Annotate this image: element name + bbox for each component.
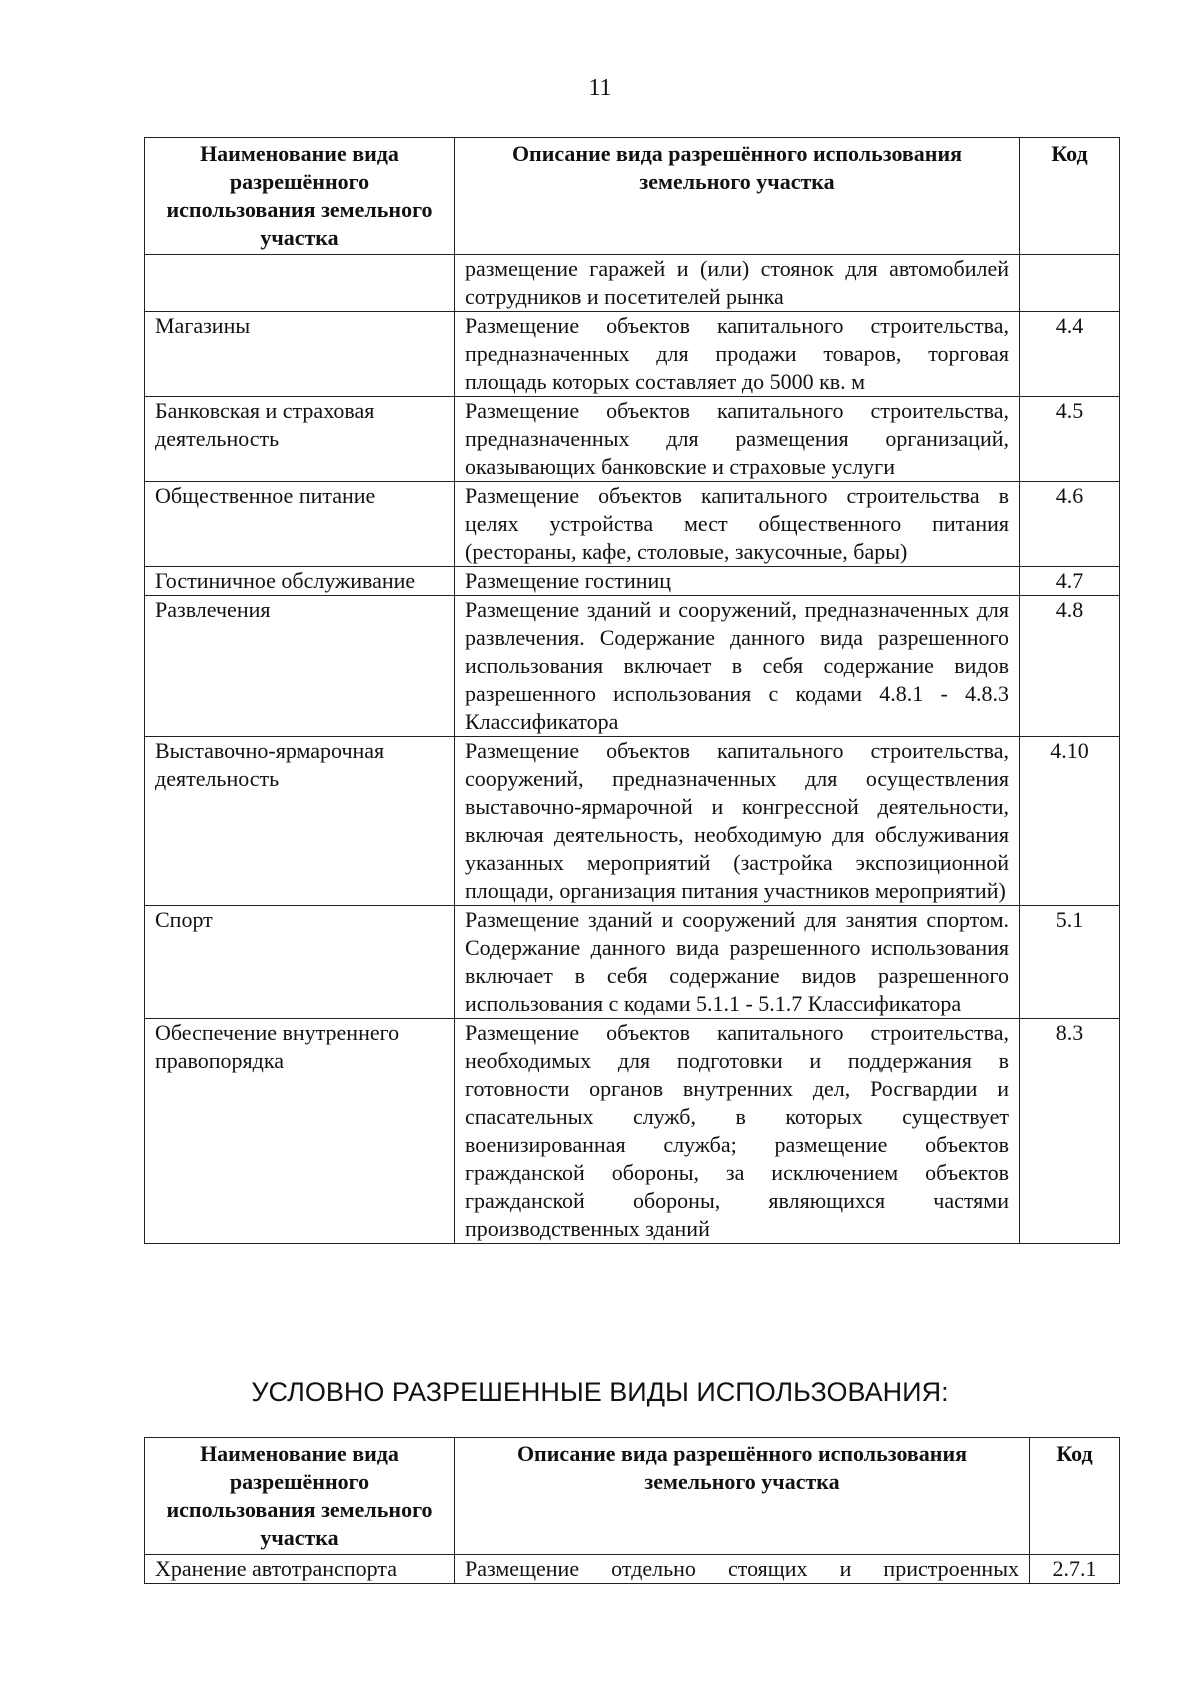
row-code: 4.5	[1020, 397, 1120, 482]
header-name: Наименование вида разрешённого использования земельного участка	[145, 138, 455, 255]
row-code: 4.6	[1020, 482, 1120, 567]
row-code: 8.3	[1020, 1019, 1120, 1244]
row-code	[1020, 255, 1120, 312]
row-name: Хранение автотранспорта	[145, 1555, 455, 1584]
row-description: Размещение отдельно стоящих и пристроенных	[455, 1555, 1030, 1584]
table-row	[145, 397, 1120, 482]
row-name: Гостиничное обслуживание	[145, 567, 455, 596]
table-header-row	[145, 138, 1120, 255]
row-description: Размещение объектов капитального строительства, предназначенных для продажи товаров, торговая площадь которых составляет до 5000 кв. м	[455, 312, 1020, 397]
header-code: Код	[1030, 1438, 1120, 1555]
table-row	[145, 737, 1120, 906]
table-row	[145, 1019, 1120, 1244]
table-row	[145, 906, 1120, 1019]
row-name: Выставочно-ярмарочная деятельность	[145, 737, 455, 906]
header-description: Описание вида разрешённого использования земельного участка	[455, 1438, 1030, 1555]
row-name: Спорт	[145, 906, 455, 1019]
page-number: 11	[588, 75, 612, 101]
table-header-row	[145, 1438, 1120, 1555]
header-code: Код	[1020, 138, 1120, 255]
row-description: Размещение объектов капитального строительства, предназначенных для размещения организаций, оказывающих банковские и страховые услуги	[455, 397, 1020, 482]
row-description: Размещение гостиниц	[455, 567, 1020, 596]
table-row	[145, 1555, 1120, 1584]
row-name: Банковская и страховая деятельность	[145, 397, 455, 482]
header-name: Наименование вида разрешённого использования земельного участка	[145, 1438, 455, 1555]
permitted-uses-table	[144, 137, 1120, 1244]
row-code: 4.7	[1020, 567, 1120, 596]
row-description: Размещение объектов капитального строительства, сооружений, предназначенных для осуществления выставочно-ярмарочной и конгрессной деятельности, включая деятельность, необходимую для обслуживания указанных мероприятий (застройка экспозиционной площади, организация питания участников мероприятий)	[455, 737, 1020, 906]
table-row	[145, 255, 1120, 312]
row-code: 4.10	[1020, 737, 1120, 906]
row-description: Размещение зданий и сооружений, предназначенных для развлечения. Содержание данного вида разрешенного использования включает в себя содержание видов разрешенного использования с кодами 4.8.1 - 4.8.3 Классификатора	[455, 596, 1020, 737]
table-row	[145, 312, 1120, 397]
table-row	[145, 567, 1120, 596]
row-description: Размещение объектов капитального строительства в целях устройства мест общественного питания (рестораны, кафе, столовые, закусочные, бары)	[455, 482, 1020, 567]
row-name: Магазины	[145, 312, 455, 397]
row-description: Размещение зданий и сооружений для занятия спортом. Содержание данного вида разрешенного использования включает в себя содержание видов разрешенного использования с кодами 5.1.1 - 5.1.7 Классификатора	[455, 906, 1020, 1019]
conditional-uses-table	[144, 1437, 1120, 1584]
row-code: 4.8	[1020, 596, 1120, 737]
table-row	[145, 482, 1120, 567]
row-description: размещение гаражей и (или) стоянок для автомобилей сотрудников и посетителей рынка	[455, 255, 1020, 312]
row-name: Общественное питание	[145, 482, 455, 567]
row-code: 5.1	[1020, 906, 1120, 1019]
header-description: Описание вида разрешённого использования земельного участка	[455, 138, 1020, 255]
section-title: УСЛОВНО РАЗРЕШЕННЫЕ ВИДЫ ИСПОЛЬЗОВАНИЯ:	[251, 1377, 949, 1407]
row-name: Развлечения	[145, 596, 455, 737]
row-description: Размещение объектов капитального строительства, необходимых для подготовки и поддержания в готовности органов внутренних дел, Росгвардии и спасательных служб, в которых существует военизированная служба; размещение объектов гражданской обороны, за исключением объектов гражданской обороны, являющихся частями производственных зданий	[455, 1019, 1020, 1244]
row-code: 4.4	[1020, 312, 1120, 397]
row-code: 2.7.1	[1030, 1555, 1120, 1584]
row-name	[145, 255, 455, 312]
row-name: Обеспечение внутреннего правопорядка	[145, 1019, 455, 1244]
table-row	[145, 596, 1120, 737]
